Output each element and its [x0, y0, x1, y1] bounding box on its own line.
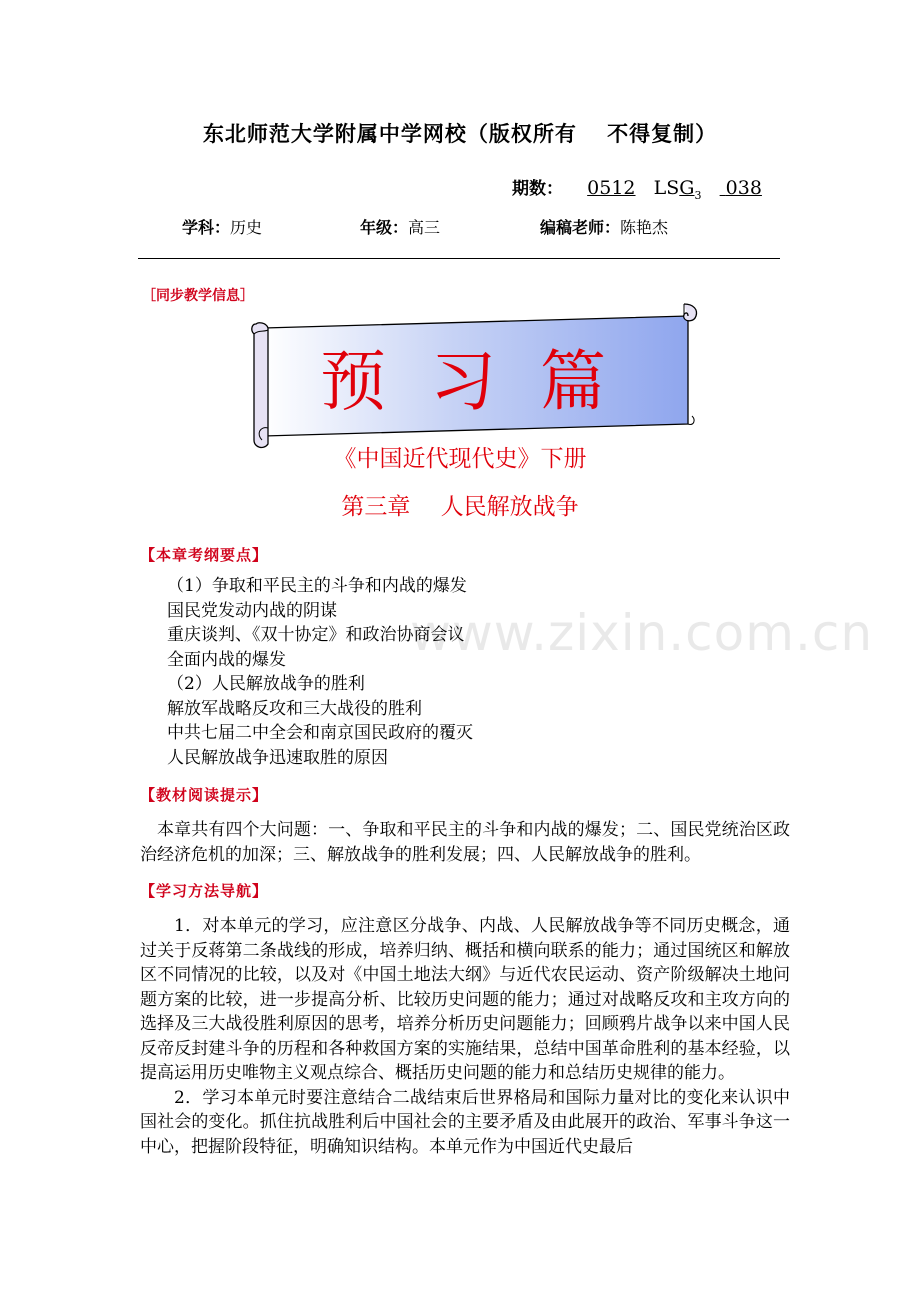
outline-item: （1）争取和平民主的斗争和内战的爆发 [167, 576, 467, 596]
issue-series: $LSG_3$ [653, 177, 702, 202]
outline-item: 重庆谈判、《双十协定》和政治协商会议 [167, 625, 465, 645]
sync-teaching-tag: ［同步教学信息］ [142, 288, 254, 304]
method-paragraph-1: 1．对本单元的学习，应注意区分战争、内战、人民解放战争等不同历史概念，通过关于反蒋第二条战线的形成，培养归纳、概括和横向联系的能力；通过国统区和解放区不同情况的比较，以及对《中国土地法大纲》与近代农民运动、资产阶级解决土地问题方案的比较，进一步提高分析、比较历史问题的能力；通过对战略反攻和主攻方向的选择及三大战役胜利原因的思考，培养分析历史问题能力；回顾鸦片战争以来中国人民反帝反封建斗争的历程和各种救国方案的实施结果，总结中国革命胜利的基本经验，以提高运用历史唯物主义观点综合、概括历史问题的能力和总结历史规律的能力。 [140, 916, 790, 1083]
outline-list [167, 574, 473, 770]
outline-item: 解放军战略反攻和三大战役的胜利 [167, 698, 422, 719]
banner-title: 预习篇 [320, 343, 650, 420]
outline-heading: 【本章考纲要点】 [140, 546, 269, 564]
outline-item: 国民党发动内战的阴谋 [167, 600, 337, 621]
school-header-title: 东北师范大学附属中学网校（版权所有 不得复制） [202, 122, 718, 146]
chapter-title: 第三章 人民解放战争 [341, 494, 579, 520]
issue-number: 038 [725, 177, 762, 199]
outline-item: （2）人民解放战争的胜利 [167, 674, 365, 694]
subject-field: 学科：历史 [182, 218, 263, 237]
issue-code: 0512 [587, 177, 636, 199]
method-paragraph-2: 2．学习本单元时要注意结合二战结束后世界格局和国际力量对比的变化来认识中国社会的变化。抓住抗战胜利后中国社会的主要矛盾及由此展开的政治、军事斗争这一中心，把握阶段特征，明确知识结构。本单元作为中国近代史最后 [140, 1087, 790, 1157]
editor-field: 编稿老师：陈艳杰 [540, 218, 669, 237]
book-title: 《中国近代现代史》下册 [333, 446, 587, 472]
watermark: www.zixin.com.cn [410, 604, 874, 662]
issue-label: 期数： [512, 179, 563, 199]
outline-item: 全面内战的爆发 [167, 649, 286, 670]
grade-field: 年级：高三 [360, 218, 441, 237]
method-heading: 【学习方法导航】 [140, 882, 269, 900]
method-paragraphs [140, 914, 790, 1159]
outline-item: 人民解放战争迅速取胜的原因 [167, 747, 388, 768]
outline-item: 中共七届二中全会和南京国民政府的覆灭 [167, 723, 473, 743]
reading-paragraph: 本章共有四个大问题：一、争取和平民主的斗争和内战的爆发；二、国民党统治区政治经济危机的加深；三、解放战争的胜利发展；四、人民解放战争的胜利。 [140, 820, 790, 865]
header-divider [138, 258, 780, 259]
issue-line [512, 174, 762, 202]
reading-heading: 【教材阅读提示】 [140, 786, 269, 804]
